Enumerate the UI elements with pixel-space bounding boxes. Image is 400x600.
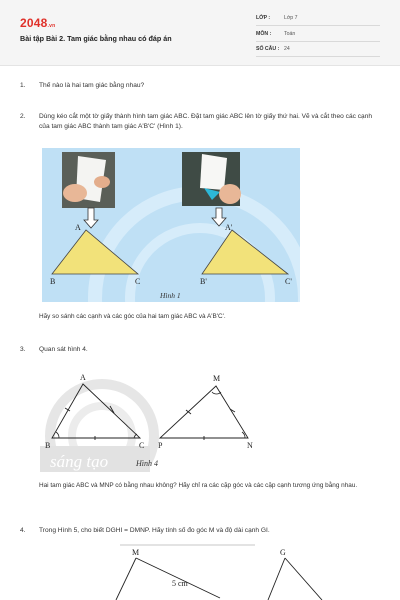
page-title: Bài tập Bài 2. Tam giác bằng nhau có đáp án	[20, 34, 172, 43]
question-2-followup: Hãy so sánh các cạnh và các góc của hai tam giác ABC và A'B'C'.	[39, 313, 226, 320]
meta-value: Toán	[284, 31, 296, 37]
site-logo[interactable]	[20, 16, 55, 30]
figure-4	[40, 366, 272, 472]
question-number: 4.	[20, 527, 26, 534]
figure-5	[90, 542, 340, 600]
question-number: 3.	[20, 346, 26, 353]
question-text: Trong Hình 5, cho biết DGHI = DMNP. Hãy tính số đo góc M và độ dài cạnh GI.	[39, 527, 270, 534]
label-c-prime: C'	[285, 277, 292, 286]
label-m: M	[132, 548, 140, 557]
label-n: N	[247, 441, 253, 450]
label-a-prime: A'	[225, 223, 233, 232]
meta-key: LỚP :	[256, 15, 271, 21]
meta-key: MÔN :	[256, 31, 272, 37]
label-c: C	[139, 441, 145, 450]
length-label: 5 cm	[172, 579, 188, 588]
label-b-prime: B'	[200, 277, 207, 286]
figure-1-drawing	[42, 148, 300, 302]
question-number: 1.	[20, 82, 26, 89]
question-text: Thế nào là hai tam giác bằng nhau?	[39, 82, 145, 89]
question-3-followup: Hai tam giác ABC và MNP có bằng nhau không? Hãy chỉ ra các cặp góc và các cặp cạnh tương ứng bằng nhau.	[39, 482, 358, 489]
figure-caption: Hình 4	[136, 459, 158, 468]
figure-1	[42, 148, 300, 302]
label-b: B	[45, 441, 51, 450]
photo-cutting-paper-right	[182, 152, 241, 206]
label-p: P	[158, 441, 163, 450]
label-a: A	[80, 373, 86, 382]
watermark-text: sáng tạo	[50, 452, 109, 471]
question-text: Dùng kéo cắt một tờ giấy thành hình tam giác ABC. Đặt tam giác ABC lên tờ giấy thứ hai. Vẽ và cắt theo các cạnh của tam giác ABC thành tam giác A'B'C' (Hình 1).	[39, 113, 373, 130]
photo-cutting-paper-left	[62, 152, 115, 208]
label-m: M	[213, 374, 221, 383]
meta-row-count	[256, 43, 380, 57]
question-text: Quan sát hình 4.	[39, 346, 88, 353]
label-g: G	[280, 548, 286, 557]
meta-row-grade	[256, 12, 380, 26]
label-b: B	[50, 277, 56, 286]
question-number: 2.	[20, 113, 26, 120]
logo-number: 2048	[20, 16, 48, 30]
figure-caption: Hình 1	[160, 291, 181, 300]
meta-row-subject	[256, 28, 380, 42]
meta-value: Lớp 7	[284, 15, 298, 21]
meta-key: SỐ CÂU :	[256, 46, 280, 52]
meta-value: 24	[284, 46, 290, 52]
logo-extension: .vn	[47, 23, 56, 29]
label-a: A	[75, 223, 81, 232]
figure-5-drawing	[90, 542, 340, 600]
figure-4-drawing	[40, 366, 272, 472]
page-header	[0, 0, 400, 66]
label-c: C	[135, 277, 141, 286]
